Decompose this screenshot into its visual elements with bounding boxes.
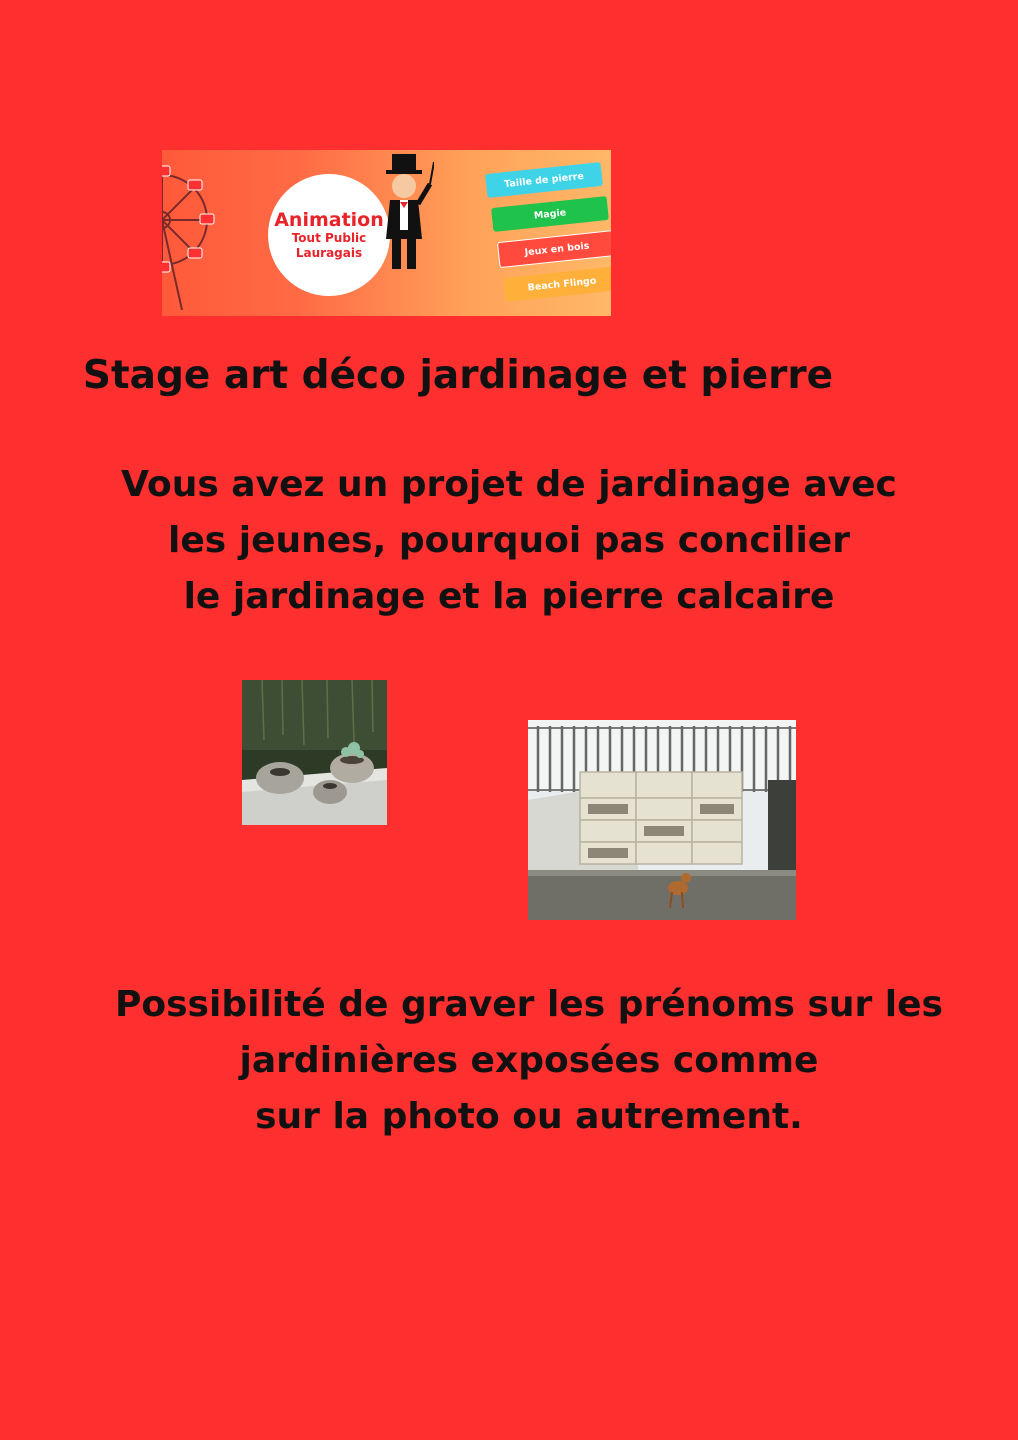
tag-beach-flingo: Beach Flingo [503,266,611,302]
outro-line-2: jardinières exposées comme [239,1040,819,1081]
tag-taille-de-pierre: Taille de pierre [485,162,603,198]
intro-line-1: Vous avez un projet de jardinage avec [121,464,897,505]
stone-planters-photo [242,680,387,825]
ferris-wheel-icon [162,160,232,310]
outro-paragraph [0,977,1018,1145]
logo-line3: Lauragais [295,246,363,260]
page-title-text: Stage art déco jardinage et pierre [82,353,834,398]
tag-magie: Magie [491,196,609,232]
magician-icon [374,154,434,274]
banner [162,150,611,316]
intro-paragraph [0,457,1018,625]
stone-wall-photo [528,720,796,920]
outro-line-3: sur la photo ou autrement. [255,1096,803,1137]
page-title [0,352,1018,400]
logo-line1: Animation [274,209,384,231]
intro-line-3: le jardinage et la pierre calcaire [183,576,835,617]
tag-jeux-en-bois: Jeux en bois [497,230,611,268]
logo-line2: Tout Public [291,231,367,245]
logo [268,174,390,296]
outro-line-1: Possibilité de graver les prénoms sur les [115,984,943,1025]
intro-line-2: les jeunes, pourquoi pas concilier [168,520,850,561]
